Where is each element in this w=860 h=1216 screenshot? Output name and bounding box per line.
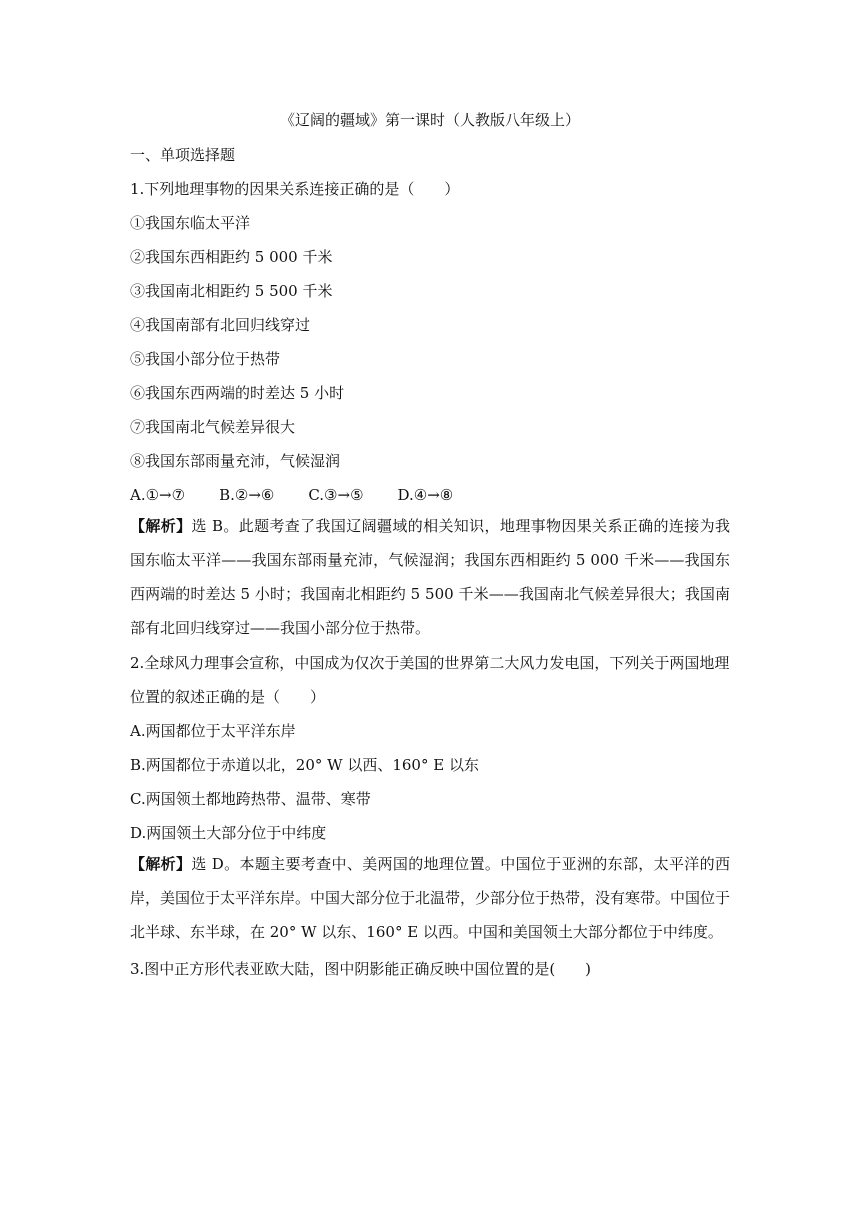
section-heading: 一、单项选择题 [130, 146, 236, 164]
q1-option-d: D.④→⑧ [397, 486, 454, 504]
q1-item: ⑤我国小部分位于热带 [130, 350, 281, 368]
q2-analysis-text: 选 D。本题主要考查中、美两国的地理位置。中国位于亚洲的东部，太平洋的西岸，美国位于太平洋东岸。中国大部分位于北温带，少部分位于热带，没有寒带。中国位于北半球、东半球，在 20° W 以东、160° E 以西。中国和美国领土大部分都位于中纬度。 [130, 855, 731, 941]
document-title: 《辽阔的疆域》第一课时（人教版八年级上） [279, 111, 580, 129]
q1-item: ②我国东西相距约 5 000 千米 [130, 248, 333, 266]
q1-item: ⑧我国东部雨量充沛，气候湿润 [130, 452, 341, 470]
q2-option-a: A.两国都位于太平洋东岸 [130, 722, 296, 740]
q3-stem: 3.图中正方形代表亚欧大陆，图中阴影能正确反映中国位置的是( ) [130, 960, 592, 978]
q1-analysis [130, 509, 730, 645]
q2-option-d: D.两国领土大部分位于中纬度 [130, 824, 327, 842]
q1-item: ⑥我国东西两端的时差达 5 小时 [130, 384, 345, 402]
q1-stem: 1.下列地理事物的因果关系连接正确的是（ ） [130, 180, 460, 198]
q2-analysis [130, 847, 730, 949]
q1-item: ④我国南部有北回归线穿过 [130, 316, 311, 334]
q1-option-c: C.③→⑤ [308, 486, 364, 504]
q1-analysis-text: 选 B。此题考查了我国辽阔疆域的相关知识，地理事物因果关系正确的连接为我国东临太平洋——我国东部雨量充沛，气候湿润；我国东西相距约 5 000 千米——我国东西两端的时差达 5 小时；我国南北相距约 5 500 千米——我国南北气候差异很大；我国南部有北回归线穿过——我国小部分位于热带。 [130, 517, 730, 637]
q2-option-c: C.两国领土都地跨热带、温带、寒带 [130, 790, 371, 808]
q1-analysis-tag: 【解析】 [130, 517, 192, 535]
q1-item: ⑦我国南北气候差异很大 [130, 418, 296, 436]
q2-stem-line2: 位置的叙述正确的是（ ） [130, 688, 326, 706]
q1-item: ③我国南北相距约 5 500 千米 [130, 282, 333, 300]
q1-item: ①我国东临太平洋 [130, 214, 251, 232]
q2-stem-line1: 2.全球风力理事会宣称，中国成为仅次于美国的世界第二大风力发电国，下列关于两国地理 [130, 654, 730, 672]
q2-option-b: B.两国都位于赤道以北，20° W 以西、160° E 以东 [130, 756, 479, 774]
q1-options [130, 485, 730, 505]
q1-option-a: A.①→⑦ [130, 486, 186, 504]
q1-option-b: B.②→⑥ [219, 486, 275, 504]
q2-analysis-tag: 【解析】 [130, 855, 192, 873]
